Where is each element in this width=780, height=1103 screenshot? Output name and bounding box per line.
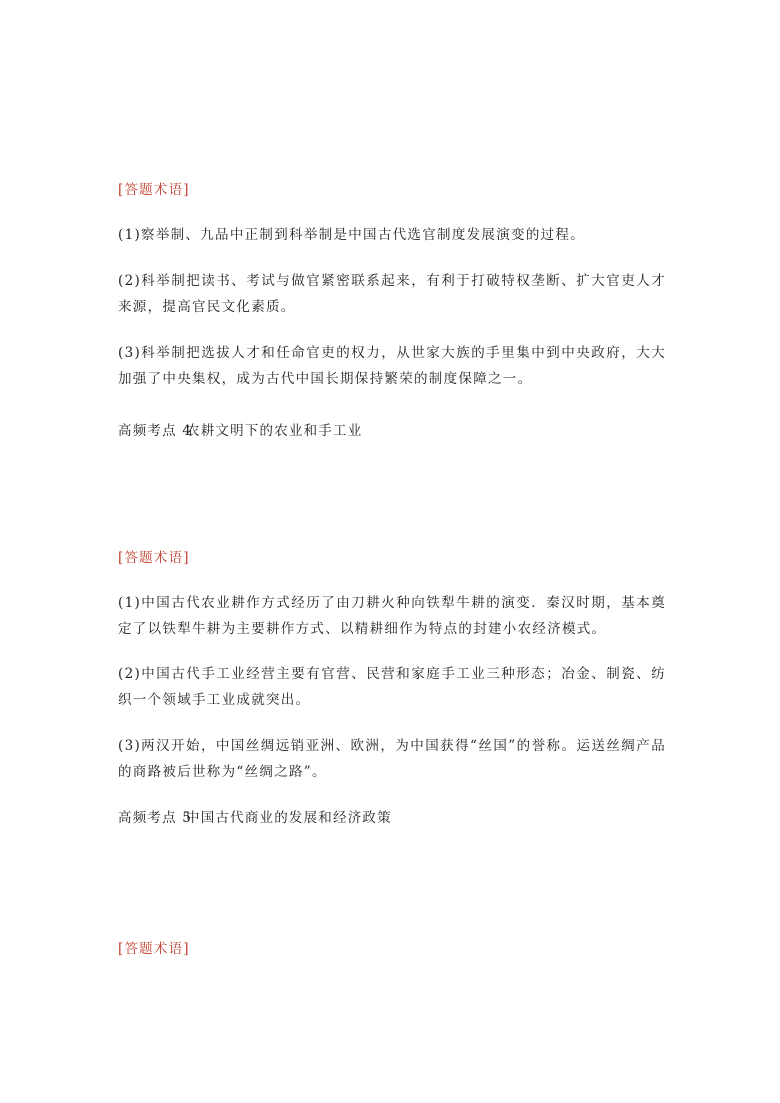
topic-title: 中国古代商业的发展和经济政策 (186, 810, 392, 826)
topic-title: 农耕文明下的农业和手工业 (186, 423, 363, 439)
section-heading-1: [答题术语] (118, 182, 190, 198)
topic-heading-4 (118, 419, 362, 439)
topic-prefix: 高频考点 5 (118, 810, 193, 826)
term-item-1-2: (2)科举制把读书、考试与做官紧密联系起来，有利于打破特权垄断、扩大官吏人才来源，提高官民文化素质。 (118, 273, 666, 315)
term-item-1-1: (1)察举制、九品中正制到科举制是中国古代选官制度发展演变的过程。 (118, 227, 586, 243)
document-page (118, 0, 666, 1103)
term-item-2-1: (1)中国古代农业耕作方式经历了由刀耕火种向铁犁牛耕的演变．秦汉时期，基本奠定了以铁犁牛耕为主要耕作方式、以精耕细作为特点的封建小农经济模式。 (118, 595, 666, 637)
topic-prefix: 高频考点 4 (118, 423, 193, 439)
term-item-2-2: (2)中国古代手工业经营主要有官营、民营和家庭手工业三种形态；冶金、制瓷、纺织一个领域手工业成就突出。 (118, 666, 666, 708)
topic-heading-5 (118, 806, 392, 826)
term-item-1-3: (3)科举制把选拔人才和任命官吏的权力，从世家大族的手里集中到中央政府，大大加强了中央集权，成为古代中国长期保持繁荣的制度保障之一。 (118, 345, 666, 387)
section-heading-2: [答题术语] (118, 550, 190, 566)
term-item-2-3: (3)两汉开始，中国丝绸远销亚洲、欧洲，为中国获得“丝国”的誉称。运送丝绸产品的商路被后世称为“丝绸之路”。 (118, 738, 666, 780)
section-heading-3: [答题术语] (118, 941, 190, 957)
